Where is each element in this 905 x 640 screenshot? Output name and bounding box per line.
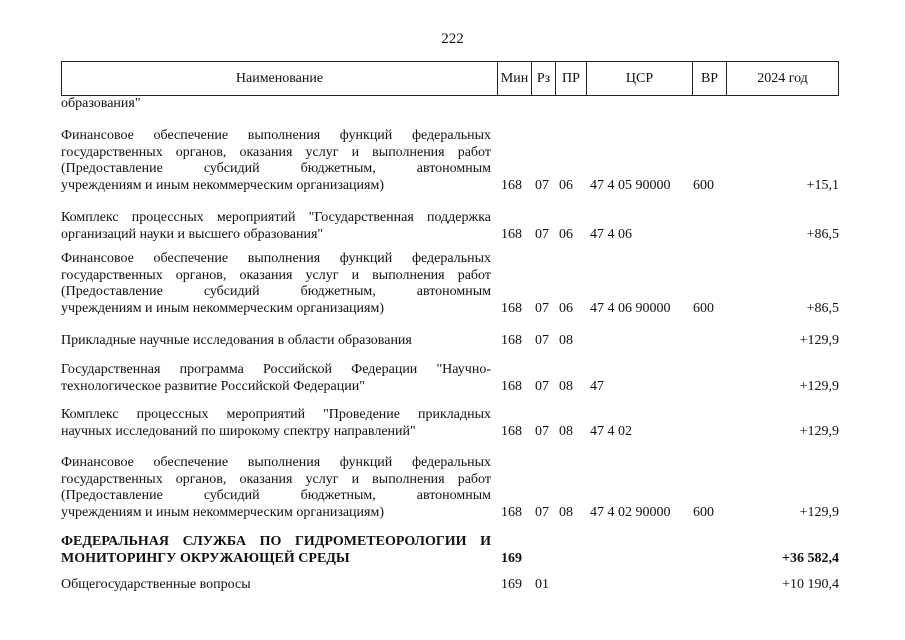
row-name-line: технологическое развитие Российской Федерации"	[61, 378, 365, 394]
row-name-line: (Предоставление субсидий бюджетным, автономным	[61, 488, 491, 503]
row-rz: 07	[535, 333, 549, 348]
row-name-line: Финансовое обеспечение выполнения функций федеральных	[61, 128, 491, 143]
header-pr: ПР	[556, 62, 587, 95]
header-vr: ВР	[693, 62, 727, 95]
row-rz: 07	[535, 423, 549, 439]
row-name	[61, 251, 491, 317]
row-vr: 600	[693, 504, 714, 520]
row-name-line: (Предоставление субсидий бюджетным, автономным	[61, 284, 491, 299]
header-rz: Рз	[532, 62, 556, 95]
header-name: Наименование	[62, 62, 498, 95]
row-csr: 47 4 05 90000	[590, 177, 671, 193]
row-name-line: учреждениям и иным некоммерческим организациям)	[61, 300, 385, 316]
row-value: +129,9	[799, 504, 839, 520]
row-name-line: Прикладные научные исследования в области образования	[61, 333, 412, 348]
row-name-line: Финансовое обеспечение выполнения функций федеральных	[61, 251, 491, 266]
row-rz: 07	[535, 177, 549, 193]
row-name	[61, 407, 491, 440]
row-min: 168	[501, 504, 522, 520]
row-name-line: учреждениям и иным некоммерческим организациям)	[61, 177, 385, 193]
row-name-line: Комплекс процессных мероприятий "Государственная поддержка	[61, 210, 491, 225]
row-min: 169	[501, 550, 522, 566]
row-value: +129,9	[799, 378, 839, 394]
row-value: +15,1	[806, 177, 839, 193]
row-pr: 08	[559, 378, 573, 394]
row-name	[61, 210, 491, 243]
row-rz: 07	[535, 226, 549, 242]
row-name	[61, 534, 491, 567]
row-vr: 600	[693, 177, 714, 193]
row-value: +10 190,4	[782, 577, 839, 592]
row-csr: 47 4 06 90000	[590, 300, 671, 316]
row-name-line: Государственная программа Российской Федерации "Научно-	[61, 362, 491, 377]
row-name-line: научных исследований по широкому спектру направлений"	[61, 423, 416, 439]
row-name	[61, 455, 491, 521]
row-pr: 08	[559, 504, 573, 520]
row-value: +86,5	[806, 300, 839, 316]
row-min: 168	[501, 226, 522, 242]
row-csr: 47 4 02 90000	[590, 504, 671, 520]
row-name-line: государственных органов, оказания услуг и выполнения работ	[61, 471, 491, 487]
row-name	[61, 96, 491, 113]
row-name-line: (Предоставление субсидий бюджетным, автономным	[61, 161, 491, 176]
row-name	[61, 577, 491, 594]
row-name	[61, 333, 491, 350]
row-name-line: образования"	[61, 96, 141, 111]
header-csr: ЦСР	[587, 62, 693, 95]
table-header	[61, 61, 839, 96]
row-min: 168	[501, 177, 522, 193]
row-csr: 47 4 06	[590, 226, 632, 242]
row-value: +129,9	[799, 423, 839, 439]
row-name-line: учреждениям и иным некоммерческим организациям)	[61, 504, 385, 520]
row-rz: 01	[535, 577, 549, 592]
row-value: +129,9	[799, 333, 839, 348]
row-value: +36 582,4	[782, 550, 839, 566]
row-name-line: Общегосударственные вопросы	[61, 577, 251, 592]
row-min: 168	[501, 423, 522, 439]
row-name-line: государственных органов, оказания услуг и выполнения работ	[61, 144, 491, 160]
row-min: 169	[501, 577, 522, 592]
row-name	[61, 362, 491, 395]
row-pr: 06	[559, 226, 573, 242]
row-pr: 06	[559, 177, 573, 193]
row-name-line: МОНИТОРИНГУ ОКРУЖАЮЩЕЙ СРЕДЫ	[61, 550, 350, 566]
row-rz: 07	[535, 504, 549, 520]
row-csr: 47 4 02	[590, 423, 632, 439]
row-rz: 07	[535, 300, 549, 316]
row-min: 168	[501, 300, 522, 316]
row-min: 168	[501, 333, 522, 348]
header-year: 2024 год	[757, 71, 808, 86]
row-name-line: Комплекс процессных мероприятий "Проведение прикладных	[61, 407, 491, 422]
header-min: Мин	[498, 62, 532, 95]
row-pr: 08	[559, 423, 573, 439]
row-name-line: государственных органов, оказания услуг и выполнения работ	[61, 267, 491, 283]
row-vr: 600	[693, 300, 714, 316]
row-rz: 07	[535, 378, 549, 394]
row-name-line: организаций науки и высшего образования"	[61, 226, 324, 242]
row-name-line: ФЕДЕРАЛЬНАЯ СЛУЖБА ПО ГИДРОМЕТЕОРОЛОГИИ И	[61, 534, 491, 549]
row-min: 168	[501, 378, 522, 394]
row-name	[61, 128, 491, 194]
row-value: +86,5	[806, 226, 839, 242]
row-pr: 06	[559, 300, 573, 316]
row-pr: 08	[559, 333, 573, 348]
row-csr: 47	[590, 378, 604, 394]
row-name-line: Финансовое обеспечение выполнения функций федеральных	[61, 455, 491, 470]
page-number: 222	[441, 31, 464, 47]
